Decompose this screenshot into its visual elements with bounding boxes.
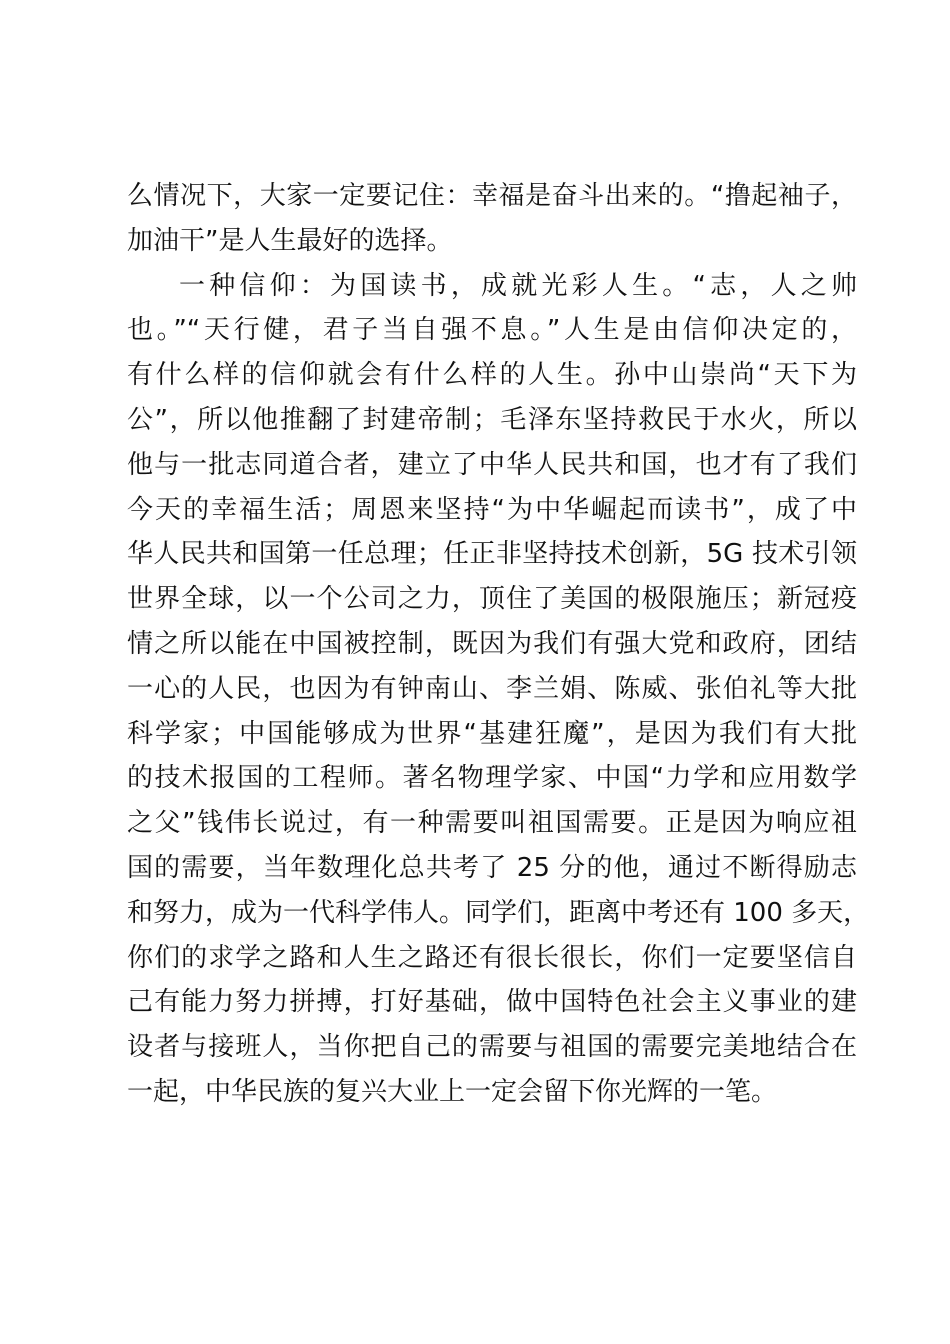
text-line: 一心的人民，也因为有钟南山、李兰娟、陈威、张伯礼等大批 <box>127 673 857 704</box>
text-line: 公”，所以他推翻了封建帝制；毛泽东坚持救民于水火，所以 <box>127 404 857 435</box>
text-line: 的技术报国的工程师。著名物理学家、中国“力学和应用数学 <box>127 763 857 794</box>
text-line: 华人民共和国第一任总理；任正非坚持技术创新，5G 技术引领 <box>127 539 857 570</box>
body-text <box>127 174 870 1115</box>
text-line: 今天的幸福生活；周恩来坚持“为中华崛起而读书”，成了中 <box>127 494 857 525</box>
text-line: 设者与接班人，当你把自己的需要与祖国的需要完美地结合在 <box>127 1032 857 1063</box>
text-line: 己有能力努力拼搏，打好基础，做中国特色社会主义事业的建 <box>127 987 857 1018</box>
paragraph-first-line: 一种信仰：为国读书，成就光彩人生。“志，人之帅 <box>179 270 857 301</box>
text-line: 情之所以能在中国被控制，既因为我们有强大党和政府，团结 <box>127 628 857 659</box>
text-line: 国的需要，当年数理化总共考了 25 分的他，通过不断得励志 <box>127 852 857 883</box>
text-line: 也。”“天行健，君子当自强不息。”人生是由信仰决定的， <box>127 315 857 346</box>
text-line: 世界全球，以一个公司之力，顶住了美国的极限施压；新冠疫 <box>127 584 857 615</box>
text-line: 有什么样的信仰就会有什么样的人生。孙中山崇尚“天下为 <box>127 360 857 391</box>
text-line: 么情况下，大家一定要记住：幸福是奋斗出来的。“撸起袖子， <box>127 181 857 211</box>
text-line: 和努力，成为一代科学伟人。同学们，距离中考还有 100 多天， <box>127 897 870 928</box>
text-line: 加油干”是人生最好的选择。 <box>127 225 453 256</box>
text-line: 他与一批志同道合者，建立了中华人民共和国，也才有了我们 <box>127 449 857 480</box>
text-line: 一起，中华民族的复兴大业上一定会留下你光辉的一笔。 <box>127 1076 778 1107</box>
text-line: 科学家；中国能够成为世界“基建狂魔”，是因为我们有大批 <box>127 718 857 749</box>
text-line: 你们的求学之路和人生之路还有很长很长，你们一定要坚信自 <box>127 942 857 973</box>
text-line: 之父”钱伟长说过，有一种需要叫祖国需要。正是因为响应祖 <box>127 808 857 839</box>
